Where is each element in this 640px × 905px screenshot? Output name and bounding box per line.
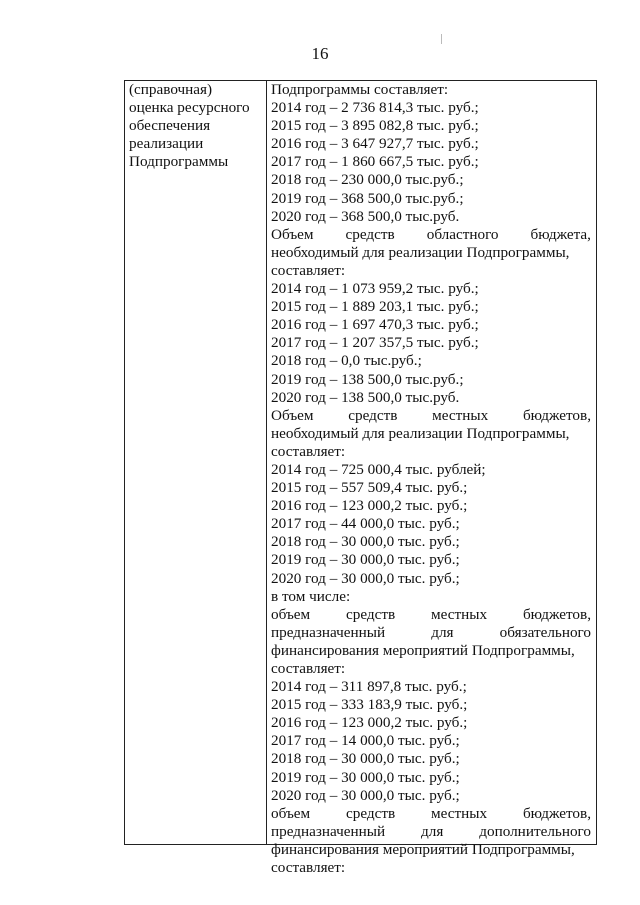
regional-funding-list [271,280,591,407]
mandatory-year-line: 2016 год – 123 000,2 тыс. руб.; [271,714,468,732]
word: объем [271,605,311,623]
regional-year-line: 2019 год – 138 500,0 тыс.руб.; [271,370,464,388]
word: предназначенный [271,822,386,840]
total-year-line: 2015 год – 3 895 082,8 тыс. руб.; [271,117,479,135]
word: Объем [271,406,314,424]
word: средств [346,804,396,822]
local-year-line: 2018 год – 30 000,0 тыс. руб.; [271,533,460,551]
regional-heading-line: составляет: [271,261,346,279]
left-cell-label [129,81,263,171]
regional-heading [271,226,591,244]
total-year-line: 2018 год – 230 000,0 тыс.руб.; [271,171,464,189]
left-cell-line: (справочная) [129,81,213,98]
word: обязательного [499,623,591,641]
additional-heading-line2 [271,823,591,841]
scan-artifact [441,34,442,44]
additional-heading-line: финансирования мероприятий Подпрограммы, [271,840,575,858]
regional-heading-line: необходимый для реализации Подпрограммы, [271,243,570,261]
total-year-line: 2020 год – 368 500,0 тыс.руб. [271,207,460,225]
intro-line: Подпрограммы составляет: [271,81,449,98]
regional-year-line: 2017 год – 1 207 357,5 тыс. руб.; [271,334,479,352]
mandatory-year-line: 2017 год – 14 000,0 тыс. руб.; [271,732,460,750]
including-line: в том числе: [271,587,351,605]
left-cell-line: Подпрограммы [129,153,229,171]
regional-year-line: 2018 год – 0,0 тыс.руб.; [271,352,422,370]
total-year-line: 2016 год – 3 647 927,7 тыс. руб.; [271,135,479,153]
word: бюджетов, [522,406,591,424]
mandatory-year-line: 2020 год – 30 000,0 тыс. руб.; [271,786,460,804]
regional-year-line: 2015 год – 1 889 203,1 тыс. руб.; [271,298,479,316]
word: бюджета, [530,225,591,243]
regional-year-line: 2014 год – 1 073 959,2 тыс. руб.; [271,280,479,298]
local-heading-line: необходимый для реализации Подпрограммы, [271,424,570,442]
left-cell-line: обеспечения [129,117,211,135]
word: бюджетов, [522,804,591,822]
word: для [431,623,454,641]
total-year-line: 2014 год – 2 736 814,3 тыс. руб.; [271,99,479,117]
word: областного [426,225,499,243]
local-heading-line: составляет: [271,442,346,460]
regional-year-line: 2020 год – 138 500,0 тыс.руб. [271,388,460,406]
total-year-line: 2017 год – 1 860 667,5 тыс. руб.; [271,153,479,171]
local-year-line: 2016 год – 123 000,2 тыс. руб.; [271,497,468,515]
right-cell-content [271,81,591,877]
word: объем [271,804,311,822]
column-divider [266,81,267,844]
mandatory-funding-list [271,678,591,805]
left-cell-line: оценка ресурсного [129,99,250,117]
resource-table [124,80,597,877]
word: средств [345,225,395,243]
local-year-line: 2019 год – 30 000,0 тыс. руб.; [271,551,460,569]
mandatory-heading [271,606,591,624]
word: средств [346,605,396,623]
word: Объем [271,225,314,243]
word: местных [432,406,489,424]
local-year-line: 2020 год – 30 000,0 тыс. руб.; [271,569,460,587]
regional-year-line: 2016 год – 1 697 470,3 тыс. руб.; [271,316,479,334]
word: дополнительного [479,822,591,840]
mandatory-year-line: 2019 год – 30 000,0 тыс. руб.; [271,768,460,786]
total-funding-list [271,99,591,226]
total-year-line: 2019 год – 368 500,0 тыс.руб.; [271,189,464,207]
mandatory-heading-line: финансирования мероприятий Подпрограммы, [271,641,575,659]
local-funding-list [271,461,591,588]
local-year-line: 2015 год – 557 509,4 тыс. руб.; [271,479,468,497]
mandatory-heading-line2 [271,624,591,642]
word: средств [348,406,398,424]
mandatory-heading-line: составляет: [271,660,346,677]
word: предназначенный [271,623,386,641]
page-number: 16 [311,44,329,63]
word: бюджетов, [522,605,591,623]
local-year-line: 2014 год – 725 000,4 тыс. рублей; [271,460,486,478]
mandatory-year-line: 2014 год – 311 897,8 тыс. руб.; [271,678,467,696]
additional-heading [271,805,591,823]
mandatory-year-line: 2018 год – 30 000,0 тыс. руб.; [271,750,460,768]
word: местных [431,804,488,822]
word: для [421,822,444,840]
local-year-line: 2017 год – 44 000,0 тыс. руб.; [271,515,460,533]
word: местных [431,605,488,623]
mandatory-year-line: 2015 год – 333 183,9 тыс. руб.; [271,696,468,714]
additional-heading-line: составляет: [271,859,346,877]
left-cell-line: реализации [129,135,204,153]
local-heading [271,407,591,425]
